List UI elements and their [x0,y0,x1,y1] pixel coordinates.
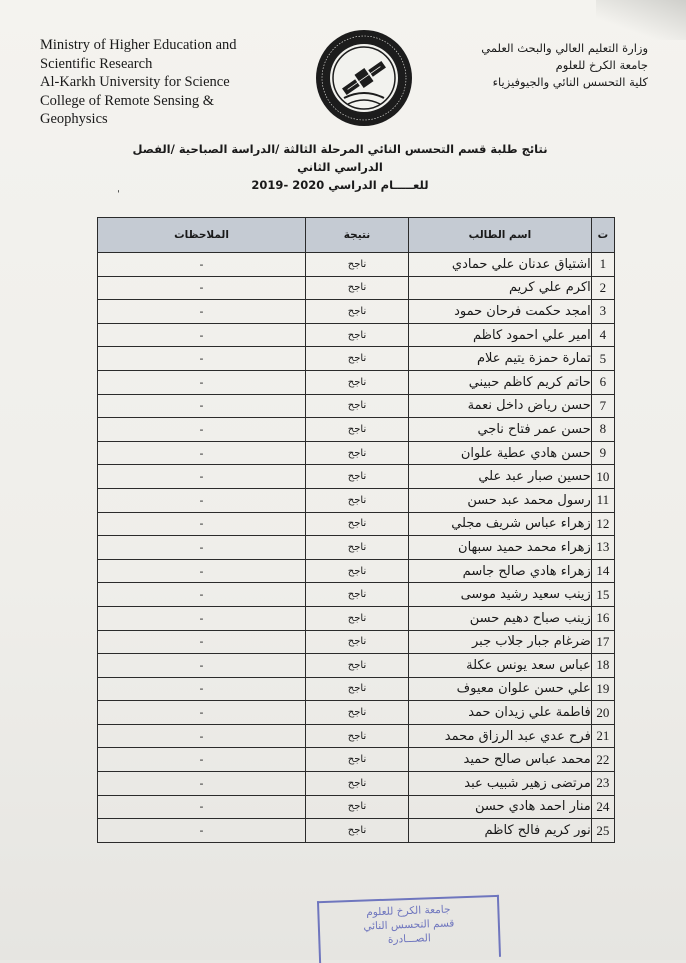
official-stamp [317,895,501,963]
row-number: 24 [591,795,614,819]
arabic-header-line: وزارة التعليم العالي والبحث العلمي [481,41,648,55]
notes-cell: - [98,819,306,843]
notes-cell: - [98,300,306,324]
notes-cell: - [98,323,306,347]
notes-cell: - [98,512,306,536]
table-row [98,654,615,678]
result-cell: ناجح [306,819,409,843]
notes-cell: - [98,347,306,371]
notes-cell: - [98,677,306,701]
student-name: ضرغام جبار جلاب جبر [409,630,592,654]
notes-cell: - [98,441,306,465]
notes-cell: - [98,748,306,772]
table-row [98,701,615,725]
header-result: نتيجة [306,218,409,253]
student-name: اكرم علي كريم [409,276,592,300]
table-row [98,795,615,819]
student-name: تمارة حمزة يتيم علام [409,347,592,371]
student-name: حاتم كريم كاظم حبيني [409,370,592,394]
notes-cell: - [98,630,306,654]
student-name: زينب سعيد رشيد موسى [409,583,592,607]
row-number: 12 [591,512,614,536]
row-number: 23 [591,772,614,796]
row-number: 19 [591,677,614,701]
row-number: 13 [591,536,614,560]
arabic-header [428,40,648,91]
notes-cell: - [98,418,306,442]
row-number: 3 [591,300,614,324]
table-row [98,276,615,300]
student-name: امجد حكمت فرحان حمود [409,300,592,324]
title-line-2: للعـــــام الدراسي 2020 -2019 [251,178,429,192]
row-number: 5 [591,347,614,371]
row-number: 25 [591,819,614,843]
table-row [98,253,615,277]
table-row [98,748,615,772]
student-name: زهراء هادي صالح جاسم [409,559,592,583]
result-cell: ناجح [306,701,409,725]
result-cell: ناجح [306,512,409,536]
header-name: اسم الطالب [409,218,592,253]
table-row [98,630,615,654]
result-cell: ناجح [306,323,409,347]
stamp-line: جامعة الكرخ للعلوم [366,903,451,919]
notes-cell: - [98,606,306,630]
result-cell: ناجح [306,795,409,819]
result-cell: ناجح [306,441,409,465]
table-row [98,606,615,630]
student-name: حسن هادي عطية علوان [409,441,592,465]
table-row [98,583,615,607]
row-number: 22 [591,748,614,772]
english-header-line: College of Remote Sensing & [40,92,214,109]
result-cell: ناجح [306,772,409,796]
table-row [98,441,615,465]
result-cell: ناجح [306,583,409,607]
result-cell: ناجح [306,724,409,748]
row-number: 17 [591,630,614,654]
english-header-line: Geophysics [40,111,108,127]
row-number: 15 [591,583,614,607]
page-corner-fold [596,0,686,40]
student-name: علي حسن علوان معيوف [409,677,592,701]
student-name: زهراء محمد حميد سبهان [409,536,592,560]
header-notes: الملاحظات [98,218,306,253]
table-row [98,819,615,843]
table-row [98,536,615,560]
student-name: فرح عدي عبد الرزاق محمد [409,724,592,748]
english-header-line: Scientific Research [40,55,153,72]
result-cell: ناجح [306,276,409,300]
notes-cell: - [98,253,306,277]
stray-mark: ˈ [117,190,120,201]
table-row [98,323,615,347]
student-name: امير علي احمود كاظم [409,323,592,347]
result-cell: ناجح [306,559,409,583]
table-row [98,488,615,512]
notes-cell: - [98,394,306,418]
stamp-line: الصـــادرة [387,932,431,946]
table-header-row [98,218,615,253]
student-name: عباس سعد يونس عكلة [409,654,592,678]
english-header [40,36,280,129]
arabic-header-line: كلية التحسس النائي والجيوفيزياء [492,75,648,89]
result-cell: ناجح [306,606,409,630]
notes-cell: - [98,772,306,796]
result-cell: ناجح [306,418,409,442]
result-cell: ناجح [306,748,409,772]
row-number: 7 [591,394,614,418]
row-number: 14 [591,559,614,583]
notes-cell: - [98,795,306,819]
row-number: 6 [591,370,614,394]
student-name: رسول محمد عبد حسن [409,488,592,512]
title-line-1: نتائج طلبة قسم التحسس النائي المرحلة الثالثة /الدراسة الصباحية /الفصل الدراسي الثاني [132,142,548,174]
student-name: حسن عمر فتاح ناجي [409,418,592,442]
student-name: زهراء عباس شريف مجلي [409,512,592,536]
row-number: 1 [591,253,614,277]
results-table [97,217,615,843]
stamp-line: قسم التحسس النائي [363,917,455,933]
row-number: 11 [591,488,614,512]
table-row [98,347,615,371]
student-name: نور كريم فالح كاظم [409,819,592,843]
row-number: 8 [591,418,614,442]
student-name: منار احمد هادي حسن [409,795,592,819]
row-number: 9 [591,441,614,465]
student-name: حسين صبار عبد علي [409,465,592,489]
english-header-line: Ministry of Higher Education and [40,37,237,53]
notes-cell: - [98,701,306,725]
student-name: فاطمة علي زيدان حمد [409,701,592,725]
student-name: حسن رياض داخل نعمة [409,394,592,418]
result-cell: ناجح [306,253,409,277]
header-number: ت [591,218,614,253]
row-number: 2 [591,276,614,300]
result-cell: ناجح [306,654,409,678]
row-number: 10 [591,465,614,489]
student-name: زينب صباح دهيم حسن [409,606,592,630]
table-row [98,370,615,394]
notes-cell: - [98,465,306,489]
table-row [98,772,615,796]
row-number: 21 [591,724,614,748]
result-cell: ناجح [306,465,409,489]
table-row [98,418,615,442]
table-row [98,724,615,748]
student-name: محمد عباس صالح حميد [409,748,592,772]
table-row [98,677,615,701]
result-cell: ناجح [306,370,409,394]
notes-cell: - [98,654,306,678]
row-number: 20 [591,701,614,725]
notes-cell: - [98,536,306,560]
row-number: 16 [591,606,614,630]
document-title [120,140,560,194]
notes-cell: - [98,488,306,512]
result-cell: ناجح [306,536,409,560]
notes-cell: - [98,276,306,300]
result-cell: ناجح [306,347,409,371]
notes-cell: - [98,370,306,394]
table-row [98,559,615,583]
row-number: 18 [591,654,614,678]
student-name: اشتياق عدنان علي حمادي [409,253,592,277]
college-logo [314,28,414,128]
result-cell: ناجح [306,394,409,418]
notes-cell: - [98,559,306,583]
result-cell: ناجح [306,300,409,324]
result-cell: ناجح [306,488,409,512]
arabic-header-line: جامعة الكرخ للعلوم [555,58,648,72]
result-cell: ناجح [306,677,409,701]
table-row [98,300,615,324]
result-cell: ناجح [306,630,409,654]
english-header-line: Al-Karkh University for Science [40,74,230,90]
table-row [98,512,615,536]
student-name: مرتضى زهير شبيب عبد [409,772,592,796]
notes-cell: - [98,724,306,748]
table-row [98,465,615,489]
table-row [98,394,615,418]
row-number: 4 [591,323,614,347]
notes-cell: - [98,583,306,607]
